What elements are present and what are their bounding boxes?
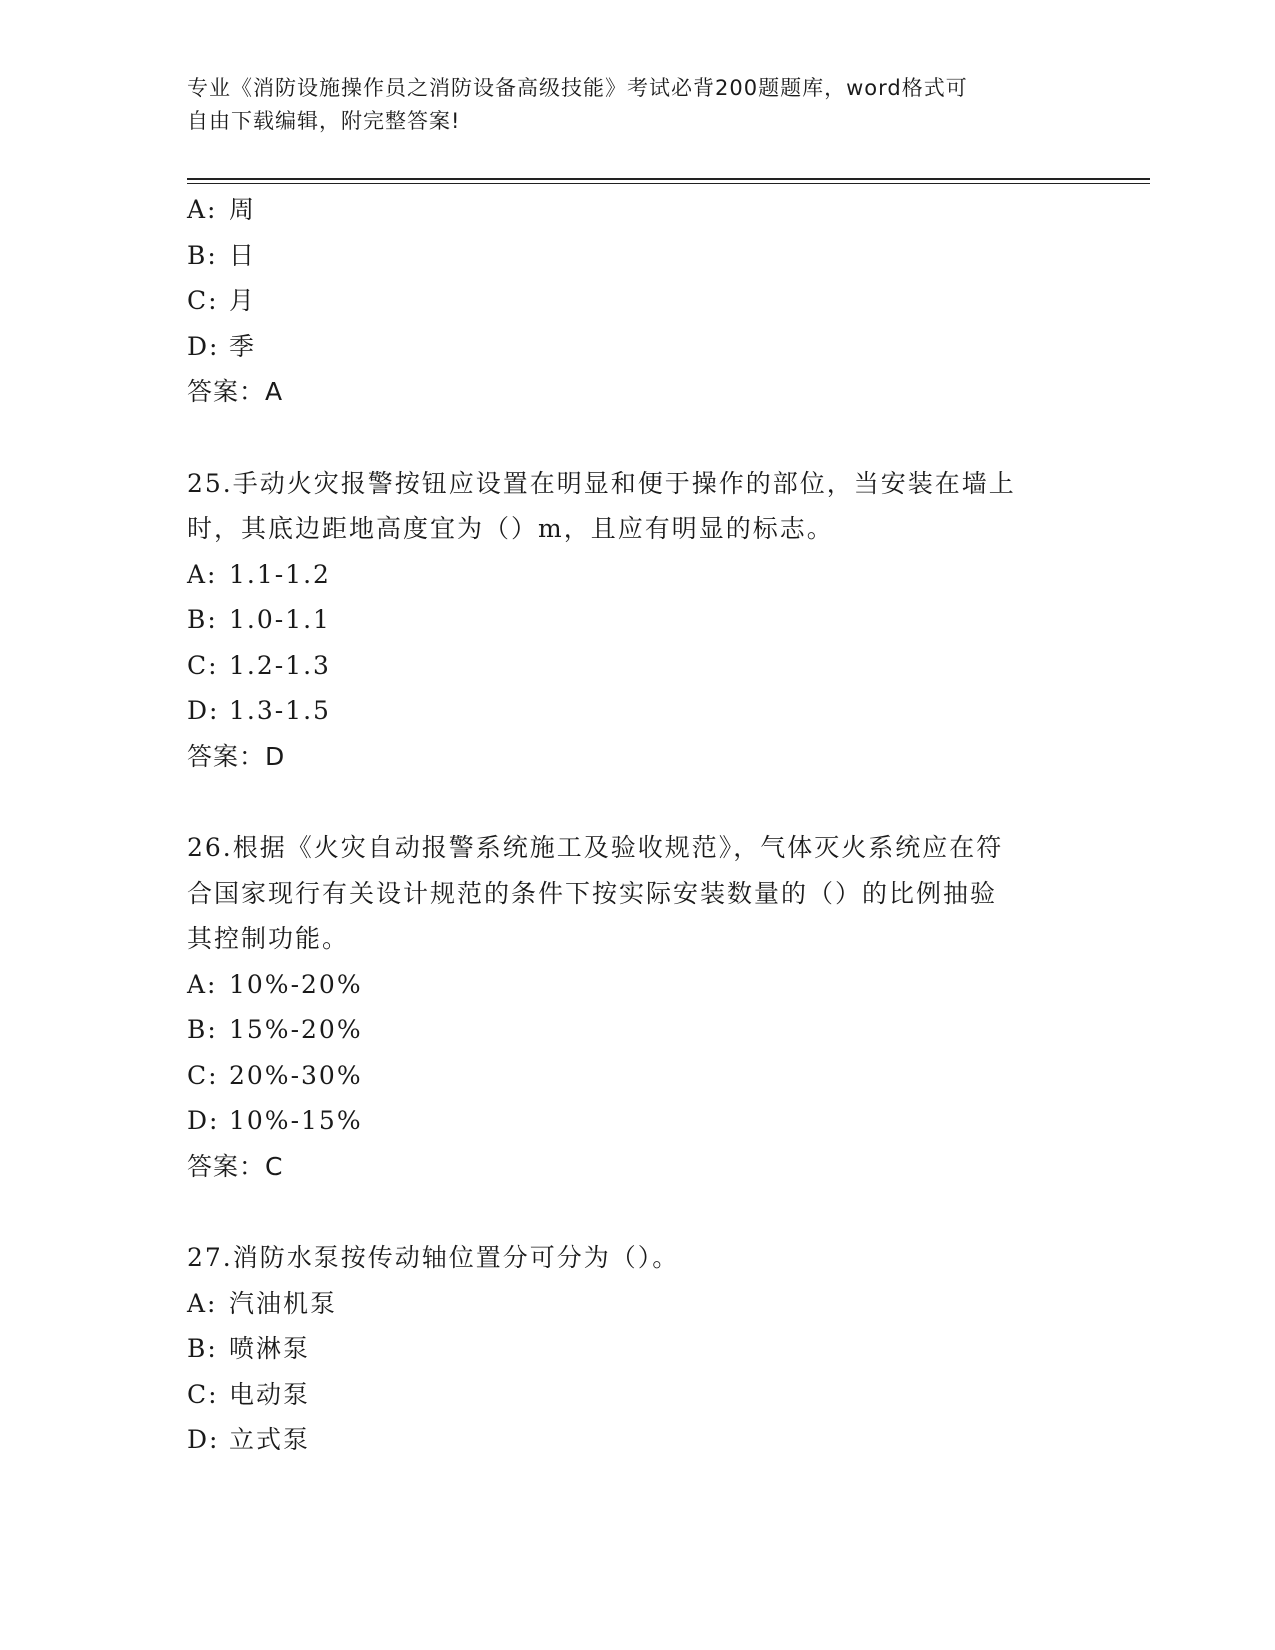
header-line-2: 自由下载编辑，附完整答案! [187,109,461,133]
option-c: C: 1.2-1.3 [187,650,331,680]
question-26 [187,825,1087,1189]
header-line-1: 专业《消防设施操作员之消防设备高级技能》考试必背200题题库，word格式可 [187,76,968,100]
answer: 答案：A [187,377,284,406]
question-stem-line: 27.消防水泵按传动轴位置分可分为（）。 [187,1243,680,1272]
question-25 [187,461,1087,780]
option-b: B: 日 [187,240,257,270]
option-b: B: 15%-20% [187,1015,363,1044]
question-stem-line: 其控制功能。 [187,924,350,953]
option-d: D: 立式泵 [187,1425,311,1454]
option-a: A: 1.1-1.2 [187,559,331,589]
answer: 答案：C [187,1151,284,1181]
question-27 [187,1235,1087,1463]
question-stem-line: 时，其底边距地高度宜为（）m，且应有明显的标志。 [187,514,834,543]
header-divider-thick [187,178,1150,180]
answer: 答案：D [187,741,286,771]
option-a: A: 10%-20% [187,969,363,999]
header-divider-thin [187,183,1150,184]
option-d: D: 10%-15% [187,1106,363,1135]
option-c: C: 电动泵 [187,1379,311,1409]
question-list [187,187,1087,1463]
question-stem-line: 26.根据《火灾自动报警系统施工及验收规范》，气体灭火系统应在符 [187,833,1004,862]
question-stem-line: 25.手动火灾报警按钮应设置在明显和便于操作的部位，当安装在墙上 [187,468,1016,498]
option-d: D: 季 [187,331,257,361]
option-a: A: 周 [187,195,257,224]
option-b: B: 喷淋泵 [187,1334,311,1363]
option-c: C: 20%-30% [187,1060,363,1090]
document-header [187,72,1067,138]
question-stem-line: 合国家现行有关设计规范的条件下按实际安装数量的（）的比例抽验 [187,878,998,908]
option-d: D: 1.3-1.5 [187,696,331,725]
question-24-continued [187,187,1087,415]
option-a: A: 汽油机泵 [187,1288,338,1318]
option-b: B: 1.0-1.1 [187,605,331,634]
option-c: C: 月 [187,286,257,315]
